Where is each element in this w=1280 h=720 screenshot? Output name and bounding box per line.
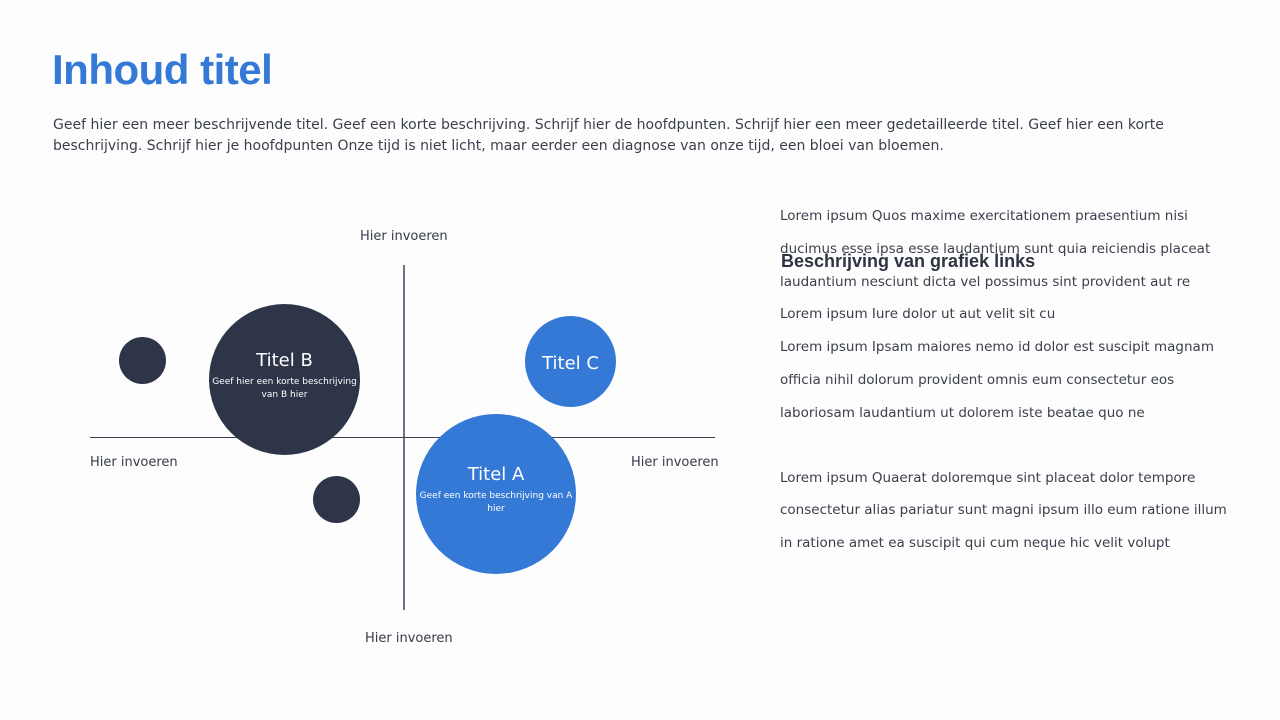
- paragraph-line: officia nihil dolorum provident omnis eum consectetur eos: [780, 371, 1175, 388]
- bubble-b-text: Geef hier een korte beschrijving van B hier: [212, 376, 357, 400]
- bubble-a-title: Titel A: [467, 464, 525, 485]
- paragraph-line: Lorem ipsum Ipsam maiores nemo id dolor est suscipit magnam: [780, 339, 1214, 356]
- description-heading: Beschrijving van grafiek links: [781, 251, 1036, 271]
- paragraph-line: Lorem ipsum Iure dolor ut aut velit sit cu: [780, 306, 1056, 323]
- paragraph-line: Lorem ipsum Quaerat doloremque sint placeat dolor tempore: [780, 469, 1196, 486]
- paragraph-line: ducimus esse ipsa esse laudantium sunt quia reiciendis placeat: [780, 240, 1211, 257]
- paragraph-line: in ratione amet ea suscipit qui cum neque hic velit volupt: [780, 535, 1170, 552]
- axis-label-left: Hier invoeren: [90, 455, 178, 470]
- paragraph-line: laboriosam laudantium ut dolorem iste beatae quo ne: [780, 404, 1145, 421]
- paragraph-line: laudantium nesciunt dicta vel possimus sint provident aut re: [780, 273, 1191, 290]
- description-paragraph-1: [780, 200, 1230, 430]
- bubble-c: [525, 316, 616, 407]
- description-panel: [780, 200, 1230, 560]
- page-title: Inhoud titel: [52, 46, 273, 93]
- bubble-b: [209, 304, 360, 455]
- horizontal-axis: [90, 437, 715, 438]
- axis-label-top: Hier invoeren: [360, 229, 448, 244]
- bubble-a: [416, 414, 576, 574]
- bubble-a-text: Geef een korte beschrijving van A hier: [419, 491, 573, 514]
- small-bubble-bottom: [313, 476, 360, 523]
- bubble-b-title: Titel B: [256, 349, 313, 371]
- description-paragraph-2: [780, 462, 1230, 560]
- small-bubble-left: [119, 337, 166, 384]
- page-description: Geef hier een meer beschrijvende titel. Geef een korte beschrijving. Schrijf hier de hoofdpunten. Schrijf hier een meer gedetailleerde titel. Geef hier een korte beschrijving. Schrijf hier je hoofdpunten Onze tijd is niet licht, maar eerder een diagnose van onze tijd, een bloei van bloemen.: [53, 117, 1164, 154]
- axis-label-right: Hier invoeren: [631, 455, 719, 470]
- bubble-c-title: Titel C: [542, 352, 599, 374]
- paragraph-line: Lorem ipsum Quos maxime exercitationem praesentium nisi: [780, 208, 1188, 224]
- axis-label-bottom: Hier invoeren: [365, 631, 453, 646]
- paragraph-line: consectetur alias pariatur sunt magni ipsum illo eum ratione illum: [780, 502, 1227, 519]
